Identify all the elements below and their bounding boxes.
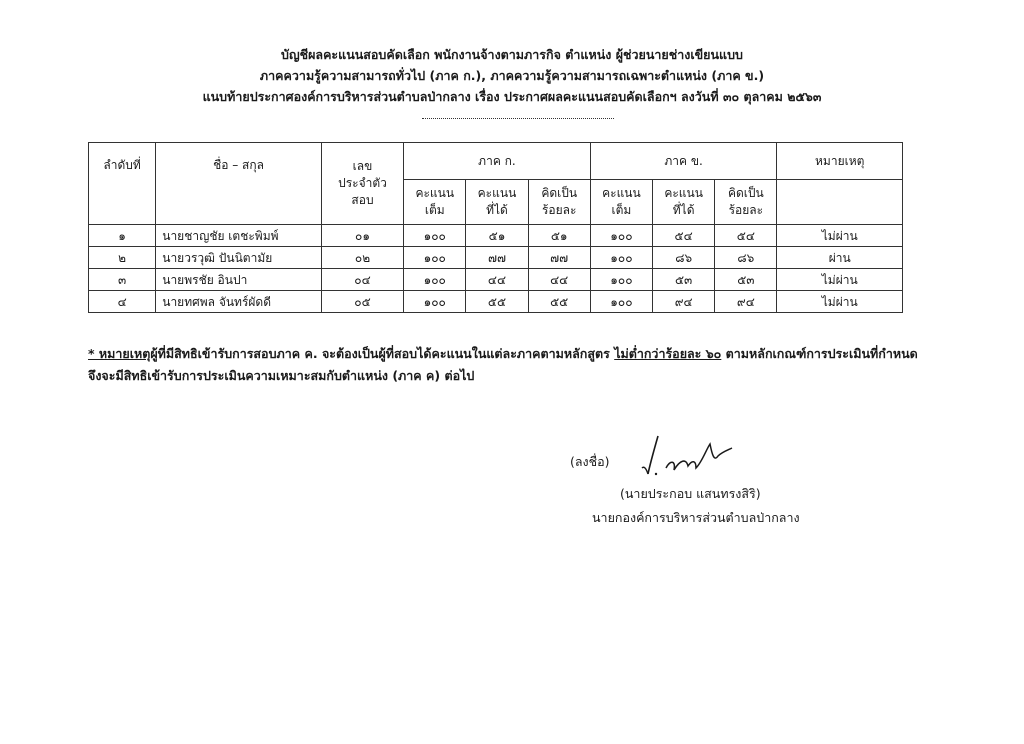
handwritten-signature xyxy=(640,430,735,480)
table-row: ๔ นายทศพล จันทร์ผัดดี ๐๕ ๑๐๐ ๕๕ ๕๕ ๑๐๐ ๙๔ ๙๔ ไม่ผ่าน xyxy=(89,291,903,313)
dotted-divider xyxy=(422,118,614,119)
header-a-got: คะแนน ที่ได้ xyxy=(466,180,528,225)
header-part-a: ภาค ก. xyxy=(404,143,591,180)
table-row: ๓ นายพรชัย อินปา ๐๔ ๑๐๐ ๔๔ ๔๔ ๑๐๐ ๕๓ ๕๓ ไม่ผ่าน xyxy=(89,269,903,291)
title-line-1: บัญชีผลคะแนนสอบคัดเลือก พนักงานจ้างตามภารกิจ ตำแหน่ง ผู้ช่วยนายช่างเขียนแบบ xyxy=(281,47,743,62)
header-part-b: ภาค ข. xyxy=(590,143,777,180)
signature-label: (ลงชื่อ) xyxy=(570,454,610,469)
header-b-got: คะแนน ที่ได้ xyxy=(653,180,715,225)
title-line-3: แนบท้ายประกาศองค์การบริหารส่วนตำบลป่ากลาง เรื่อง ประกาศผลคะแนนสอบคัดเลือกฯ ลงวันที่ ๓๐ ตุลาคม ๒๕๖๓ xyxy=(202,89,822,104)
signer-name: (นายประกอบ แสนทรงสิริ) xyxy=(620,486,761,501)
header-b-percent: คิดเป็น ร้อยละ xyxy=(715,180,777,225)
note-line-1: * หมายเหตุผู้ที่มีสิทธิเข้ารับการสอบภาค ค. จะต้องเป็นผู้ที่สอบได้คะแนนในแต่ละภาคตามหลักสูตร ไม่ต่ำกว่าร้อยละ ๖๐ ตามหลักเกณฑ์การประเมินที่กำหนด xyxy=(88,346,918,361)
header-a-full: คะแนน เต็ม xyxy=(404,180,466,225)
header-b-full: คะแนน เต็ม xyxy=(590,180,652,225)
document-header xyxy=(0,44,1024,107)
header-remark: หมายเหตุ xyxy=(777,143,903,180)
remark-note xyxy=(88,343,928,387)
header-order: ลำดับที่ xyxy=(89,143,156,225)
table-row: ๑ นายชาญชัย เตชะพิมพ์ ๐๑ ๑๐๐ ๕๑ ๕๑ ๑๐๐ ๕๔ ๕๔ ไม่ผ่าน xyxy=(89,225,903,247)
signer-position: นายกองค์การบริหารส่วนตำบลป่ากลาง xyxy=(592,510,800,525)
title-line-2: ภาคความรู้ความสามารถทั่วไป (ภาค ก.), ภาคความรู้ความสามารถเฉพาะตำแหน่ง (ภาค ข.) xyxy=(259,68,765,83)
header-remark-blank xyxy=(777,180,903,225)
note-line-2: จึงจะมีสิทธิเข้ารับการประเมินความเหมาะสมกับตำแหน่ง (ภาค ค) ต่อไป xyxy=(88,368,475,383)
header-exam-no: เลข ประจำตัว สอบ xyxy=(321,143,403,225)
score-table xyxy=(88,142,903,313)
table-row: ๒ นายวรวุฒิ ปันนิตามัย ๐๒ ๑๐๐ ๗๗ ๗๗ ๑๐๐ ๘๖ ๘๖ ผ่าน xyxy=(89,247,903,269)
header-name: ชื่อ – สกุล xyxy=(156,143,322,225)
header-a-percent: คิดเป็น ร้อยละ xyxy=(528,180,590,225)
